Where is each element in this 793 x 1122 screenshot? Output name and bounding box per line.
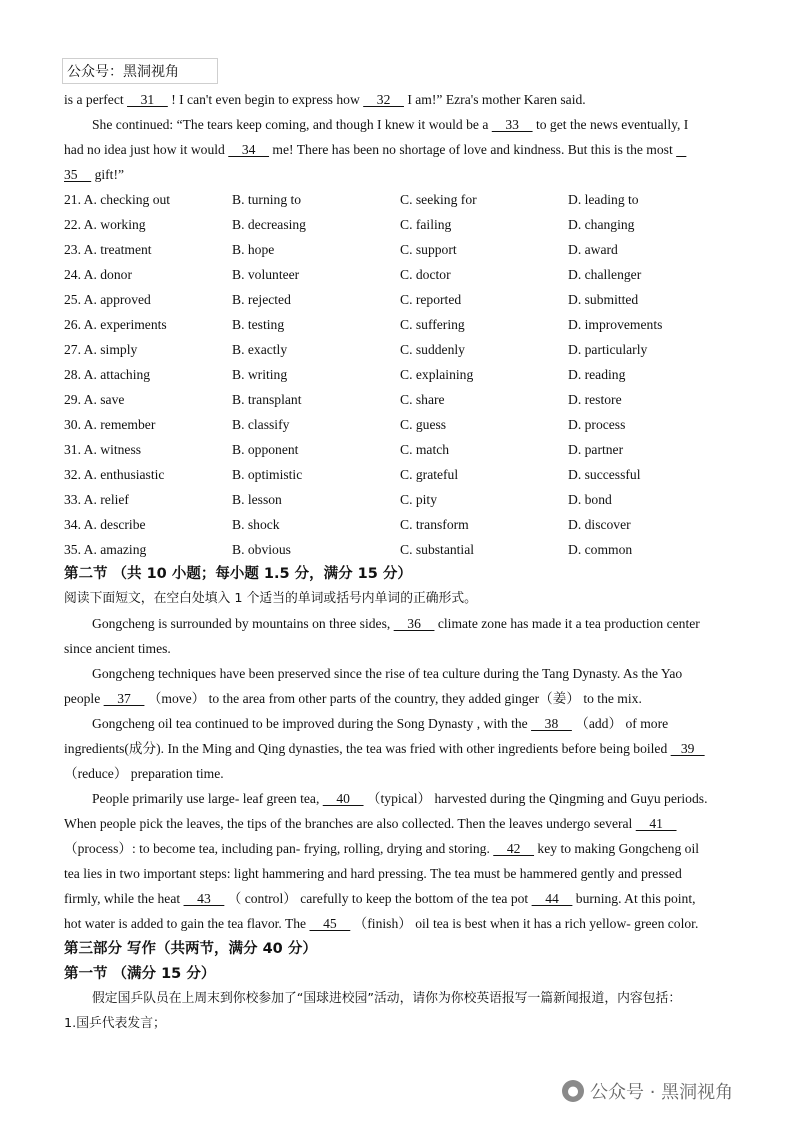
blank-45: 45 [309, 916, 351, 931]
text: （process）: to become tea, including pan- frying, rolling, drying and storing. [64, 841, 494, 856]
part3-item-1: 1.国乒代表发言； [64, 1016, 166, 1031]
option-d: D. partner [568, 442, 624, 457]
option-a: 32. A. enthusiastic [64, 467, 165, 482]
option-c: C. grateful [400, 467, 459, 482]
blank-35: 35 [64, 167, 92, 182]
blank-31: 31 [127, 92, 168, 107]
blank-40: 40 [322, 791, 364, 806]
blank-42: 42 [493, 841, 535, 856]
blank-41: 41 [635, 816, 677, 831]
option-a: 25. A. approved [64, 292, 151, 307]
option-b: B. decreasing [232, 217, 306, 232]
option-d: D. submitted [568, 292, 639, 307]
option-d: D. reading [568, 367, 626, 382]
story-line-1 [64, 91, 734, 109]
option-b: B. shock [232, 517, 280, 532]
option-b: B. hope [232, 242, 275, 257]
option-a: 26. A. experiments [64, 317, 167, 332]
option-a: 27. A. simply [64, 342, 138, 357]
text: key to making Gongcheng oil [534, 841, 700, 856]
text: ! I can't even begin to express how [167, 92, 364, 107]
option-b: B. opponent [232, 442, 299, 457]
option-c: C. pity [400, 492, 438, 507]
option-d: D. award [568, 242, 618, 257]
option-c: C. transform [400, 517, 469, 532]
p1-line-a [92, 615, 734, 633]
option-c: C. reported [400, 292, 462, 307]
p4-line-d: tea lies in two important steps: light hammering and hard pressing. The tea must be hammered gently and pressed [64, 866, 682, 881]
blank-39: 39 [670, 741, 705, 756]
blank-44: 44 [531, 891, 573, 906]
option-d: D. bond [568, 492, 612, 507]
option-d: D. leading to [568, 192, 639, 207]
option-d: D. changing [568, 217, 635, 232]
option-c: C. suddenly [400, 342, 465, 357]
option-b: B. classify [232, 417, 290, 432]
option-b: B. exactly [232, 342, 288, 357]
option-c: C. failing [400, 217, 452, 232]
story-line-2 [92, 116, 734, 134]
option-c: C. match [400, 442, 450, 457]
text: climate zone has made it a tea production center [434, 616, 700, 631]
option-d: D. successful [568, 467, 641, 482]
text: people [64, 691, 104, 706]
p2-line-a: Gongcheng techniques have been preserved since the rise of tea culture during the Tang Dynasty. As the Yao [92, 666, 683, 681]
option-d: D. discover [568, 517, 631, 532]
p3-line-a [92, 715, 734, 733]
section2-heading: 第二节 （共 10 小题；每小题 1.5 分，满分 15 分） [64, 566, 412, 582]
option-d: D. process [568, 417, 626, 432]
blank-37: 37 [103, 691, 145, 706]
header-tag: 公众号：黑洞视角 [62, 58, 218, 84]
option-b: B. volunteer [232, 267, 300, 282]
option-b: B. rejected [232, 292, 291, 307]
text: （move） to the area from other parts of the country, they added ginger（姜） to the mix. [144, 691, 642, 706]
text: had no idea just how it would [64, 142, 229, 157]
option-a: 28. A. attaching [64, 367, 151, 382]
watermark-text: 公众号 · 黑洞视角 [590, 1082, 734, 1103]
blank-38: 38 [531, 716, 572, 731]
text: ingredients(成分). In the Ming and Qing dynasties, the tea was fried with other ingredients before being boiled [64, 741, 671, 756]
blank-35-start [676, 141, 686, 159]
option-b: B. transplant [232, 392, 302, 407]
story-line-4 [64, 166, 734, 184]
text: burning. At this point, [572, 891, 696, 906]
watermark [562, 1078, 772, 1104]
text: Gongcheng is surrounded by mountains on three sides, [92, 616, 394, 631]
p4-line-c [64, 840, 734, 858]
p1-line-b: since ancient times. [64, 641, 171, 656]
text: to get the news eventually, I [532, 117, 689, 132]
text: She continued: “The tears keep coming, and though I knew it would be a [92, 117, 492, 132]
p4-line-a [92, 790, 734, 808]
p4-line-e [64, 890, 734, 908]
option-a: 34. A. describe [64, 517, 146, 532]
option-a: 21. A. checking out [64, 192, 171, 207]
p4-line-b [64, 815, 734, 833]
part3-heading: 第三部分 写作（共两节，满分 40 分） [64, 941, 317, 957]
option-c: C. explaining [400, 367, 474, 382]
option-c: C. suffering [400, 317, 465, 332]
p4-line-f [64, 915, 734, 933]
option-c: C. doctor [400, 267, 451, 282]
option-a: 29. A. save [64, 392, 125, 407]
option-a: 24. A. donor [64, 267, 132, 282]
text: Gongcheng oil tea continued to be improved during the Song Dynasty , with the [92, 716, 532, 731]
text: （add） of more [571, 716, 669, 731]
text: （ control） carefully to keep the bottom of the tea pot [224, 891, 532, 906]
blank-36: 36 [393, 616, 435, 631]
text: firmly, while the heat [64, 891, 184, 906]
part3-prompt: 假定国乒队员在上周末到你校参加了“国球进校园”活动，请你为你校英语报写一篇新闻报道，内容包括： [92, 991, 682, 1006]
text: （finish） oil tea is best when it has a rich yellow- green color. [350, 916, 699, 931]
option-c: C. share [400, 392, 445, 407]
option-d: D. improvements [568, 317, 663, 332]
option-b: B. obvious [232, 542, 291, 557]
option-d: D. challenger [568, 267, 642, 282]
text: is a perfect [64, 92, 128, 107]
option-c: C. support [400, 242, 457, 257]
blank-32: 32 [363, 92, 404, 107]
option-b: B. lesson [232, 492, 282, 507]
option-d: D. common [568, 542, 633, 557]
option-a: 30. A. remember [64, 417, 156, 432]
blank-33: 33 [491, 117, 533, 132]
text: me! There has been no shortage of love and kindness. But this is the most [269, 142, 677, 157]
text: hot water is added to gain the tea flavor. The [64, 916, 310, 931]
section2-instruction: 阅读下面短文，在空白处填入 1 个适当的单词或括号内单词的正确形式。 [64, 591, 477, 606]
option-a: 31. A. witness [64, 442, 142, 457]
blank-34: 34 [228, 142, 270, 157]
story-line-3 [64, 141, 734, 159]
text: People primarily use large- leaf green tea, [92, 791, 323, 806]
option-b: B. optimistic [232, 467, 303, 482]
option-a: 33. A. relief [64, 492, 129, 507]
option-d: D. particularly [568, 342, 648, 357]
option-b: B. turning to [232, 192, 302, 207]
text: I am!” Ezra's mother Karen said. [403, 92, 586, 107]
text: （typical） harvested during the Qingming and Guyu periods. [363, 791, 708, 806]
option-b: B. testing [232, 317, 285, 332]
option-a: 22. A. working [64, 217, 146, 232]
text: When people pick the leaves, the tips of the branches are also collected. Then the leaves undergo several [64, 816, 636, 831]
option-c: C. seeking for [400, 192, 477, 207]
part3-subheading: 第一节 （满分 15 分） [64, 966, 216, 982]
text: gift!” [91, 167, 125, 182]
p3-line-c: （reduce） preparation time. [64, 766, 224, 781]
option-d: D. restore [568, 392, 622, 407]
blank-43: 43 [183, 891, 225, 906]
option-c: C. guess [400, 417, 447, 432]
wechat-icon: ● [562, 1080, 584, 1102]
p2-line-b [64, 690, 734, 708]
option-a: 23. A. treatment [64, 242, 152, 257]
p3-line-b [64, 740, 734, 758]
option-b: B. writing [232, 367, 288, 382]
option-a: 35. A. amazing [64, 542, 147, 557]
option-c: C. substantial [400, 542, 475, 557]
